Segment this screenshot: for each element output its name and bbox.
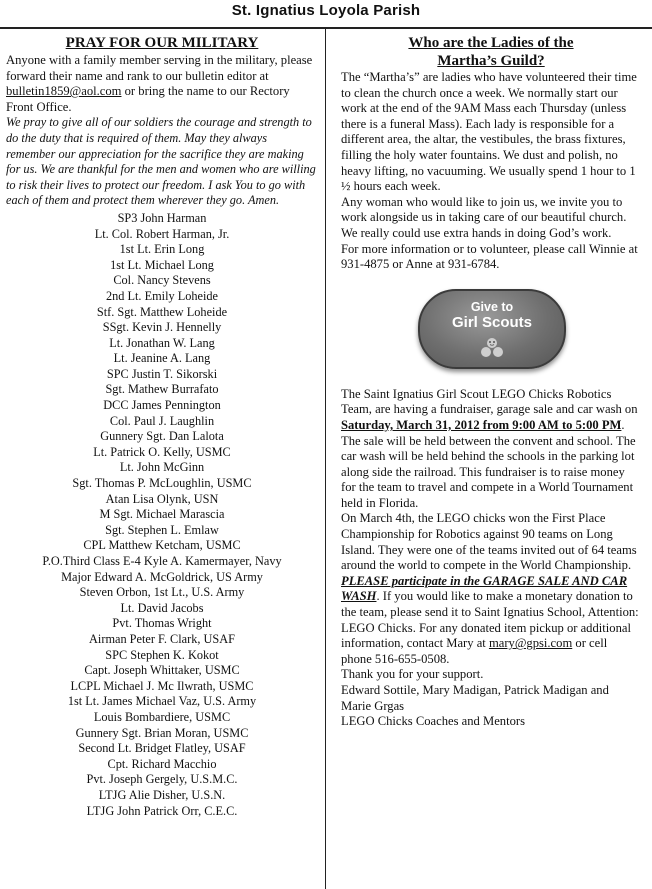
marthas-title-line2: Martha’s Guild? <box>437 53 545 69</box>
coaches-names: Edward Sottile, Mary Madigan, Patrick Madigan and Marie Grgas <box>341 683 609 713</box>
military-name-entry: Stf. Sgt. Matthew Loheide <box>96 304 228 319</box>
bulletin-email-link[interactable]: bulletin1859@aol.com <box>6 84 122 99</box>
column-divider <box>325 29 326 889</box>
marthas-paragraph-1: The “Martha’s” are ladies who have volunteered their time to clean the church once a week. We normally start our work at the end of the 9AM Mass each Thursday (unless there is a funeral Mass). Each lady is responsible for a different area, the altar, the vestibules, the brass fixtures, filling the holy water fountains. We dust and polish, no heavy lifting, no vacuuming. We usually spend 1 hour to 1 ½ hours each week. <box>341 70 637 194</box>
coaches-title: LEGO Chicks Coaches and Mentors <box>341 714 525 729</box>
lego-p2-rest: . If you would like to make a monetary donation to the team, please send it to Saint Ignatius School, Attention: LEGO Chicks. For any donated item pickup or additional information, contact Mary at <box>341 589 639 651</box>
military-name-entry: Second Lt. Bridget Flatley, USAF <box>78 741 246 756</box>
military-name-entry: M Sgt. Michael Marascia <box>99 507 225 522</box>
military-intro-text: Anyone with a family member serving in the military, please forward their name and rank to our bulletin editor at <box>6 53 313 83</box>
military-name-entry: Sgt. Mathew Burrafato <box>105 382 219 397</box>
military-name-entry: 1st Lt. James Michael Vaz, U.S. Army <box>67 694 257 709</box>
military-name-entry: Steven Orbon, 1st Lt., U.S. Army <box>79 585 245 600</box>
military-name-entry: Lt. Patrick O. Kelly, USMC <box>93 444 231 459</box>
lego-p2-end: or cell phone 516-655-0508. <box>341 636 608 666</box>
military-name-entry: 2nd Lt. Emily Loheide <box>105 288 219 303</box>
military-intro-end: or bring the name to our Rectory Front Office. <box>6 84 290 114</box>
badge-line-2: Girl Scouts <box>451 313 533 331</box>
military-name-entry: Louis Bombardiere, USMC <box>93 709 231 724</box>
military-name-entry: Atan Lisa Olynk, USN <box>105 491 219 506</box>
military-name-entry: Gunnery Sgt. Dan Lalota <box>100 429 224 444</box>
mary-email-link[interactable]: mary@gpsi.com <box>488 636 573 651</box>
military-name-entry: Sgt. Thomas P. McLoughlin, USMC <box>72 476 252 491</box>
military-title: PRAY FOR OUR MILITARY <box>65 35 259 51</box>
military-name-entry: LTJG John Patrick Orr, C.E.C. <box>86 803 238 818</box>
badge-line-1: Give to <box>470 299 514 314</box>
military-name-entry: CPL Matthew Ketcham, USMC <box>83 538 241 553</box>
participate-callout: PLEASE participate in the GARAGE SALE AND CAR WASH <box>341 573 628 604</box>
military-name-entry: Lt. Jonathan W. Lang <box>109 335 215 350</box>
military-name-entry: SP3 John Harman <box>117 210 207 225</box>
military-name-entry: Capt. Joseph Whittaker, USMC <box>84 663 240 678</box>
marthas-guild-section <box>341 34 641 730</box>
military-name-entry: Sgt. Stephen L. Emlaw <box>105 522 219 537</box>
military-names-list <box>6 211 318 819</box>
girl-scouts-logo-area <box>341 287 641 387</box>
military-name-entry: Gunnery Sgt. Brian Moran, USMC <box>75 725 249 740</box>
military-name-entry: Airman Peter F. Clark, USAF <box>89 631 235 646</box>
military-name-entry: Lt. Col. Robert Harman, Jr. <box>94 226 230 241</box>
marthas-paragraph-2: Any woman who would like to join us, we invite you to work alongside us in taking care of our beautiful church. We really could use extra hands in doing God’s work. <box>341 194 627 240</box>
lego-paragraph-1 <box>341 387 641 512</box>
military-name-entry: LCPL Michael J. Mc Ilwrath, USMC <box>70 678 254 693</box>
military-name-entry: 1st Lt. Erin Long <box>119 242 205 257</box>
military-name-entry: Col. Paul J. Laughlin <box>109 413 215 428</box>
military-name-entry: DCC James Pennington <box>103 398 221 413</box>
military-name-entry: Lt. David Jacobs <box>120 600 204 615</box>
give-to-girl-scouts-badge <box>418 289 566 369</box>
thanks-line: Thank you for your support. <box>341 667 484 682</box>
page-header: St. Ignatius Loyola Parish <box>231 2 421 19</box>
military-name-entry: Pvt. Thomas Wright <box>112 616 212 631</box>
military-name-entry: Pvt. Joseph Gergely, U.S.M.C. <box>86 772 238 787</box>
military-name-entry: LTJG Alie Disher, U.S.N. <box>98 787 226 802</box>
military-name-entry: 1st Lt. Michael Long <box>110 257 214 272</box>
military-intro <box>6 53 318 115</box>
marthas-paragraph-3: For more information or to volunteer, please call Winnie at 931-4875 or Anne at 931-6784. <box>341 241 638 272</box>
military-name-entry: Lt. John McGinn <box>119 460 205 475</box>
header-divider <box>0 27 652 29</box>
lego-p2-text: On March 4th, the LEGO chicks won the First Place Championship for Robotics against 90 teams on Long Island. They were one of the teams invited out of 64 teams around the world to compete in the World Championship. <box>341 511 637 573</box>
military-prayer: We pray to give all of our soldiers the courage and strength to do the duty that is required of them. May they always remember our appreciation for the sacrifice they are making for us. We are thankful for the men and women who are willing to risk their lives to protect our freedom. I ask You to go with each of them and protect them wherever they go. Amen. <box>6 115 316 208</box>
military-name-entry: SPC Stephen K. Kokot <box>105 647 219 662</box>
military-name-entry: SSgt. Kevin J. Hennelly <box>102 320 222 335</box>
lego-p1-text: The Saint Ignatius Girl Scout LEGO Chicks Robotics Team, are having a fundraiser, garage sale and car wash on <box>341 386 638 417</box>
military-section <box>6 34 318 819</box>
marthas-title-line1: Who are the Ladies of the <box>408 35 574 51</box>
military-name-entry: SPC Justin T. Sikorski <box>106 366 218 381</box>
trefoil-icon <box>480 337 504 359</box>
event-date: Saturday, March 31, 2012 from 9:00 AM to 5:00 PM <box>341 417 622 432</box>
lego-paragraph-2 <box>341 511 641 667</box>
military-name-entry: Major Edward A. McGoldrick, US Army <box>61 569 263 584</box>
military-name-entry: Col. Nancy Stevens <box>113 273 211 288</box>
military-name-entry: P.O.Third Class E-4 Kyle A. Kamermayer, Navy <box>42 554 282 568</box>
lego-p1-rest: . The sale will be held between the convent and school. The car wash will be held behind the schools in the parking lot along side the railroad. This fundraiser is to raise money for the team to travel and compete in a World Tournament held in Florida. <box>341 417 636 510</box>
military-name-entry: Lt. Jeanine A. Lang <box>113 351 211 366</box>
military-name-entry: Cpt. Richard Macchio <box>107 756 217 771</box>
